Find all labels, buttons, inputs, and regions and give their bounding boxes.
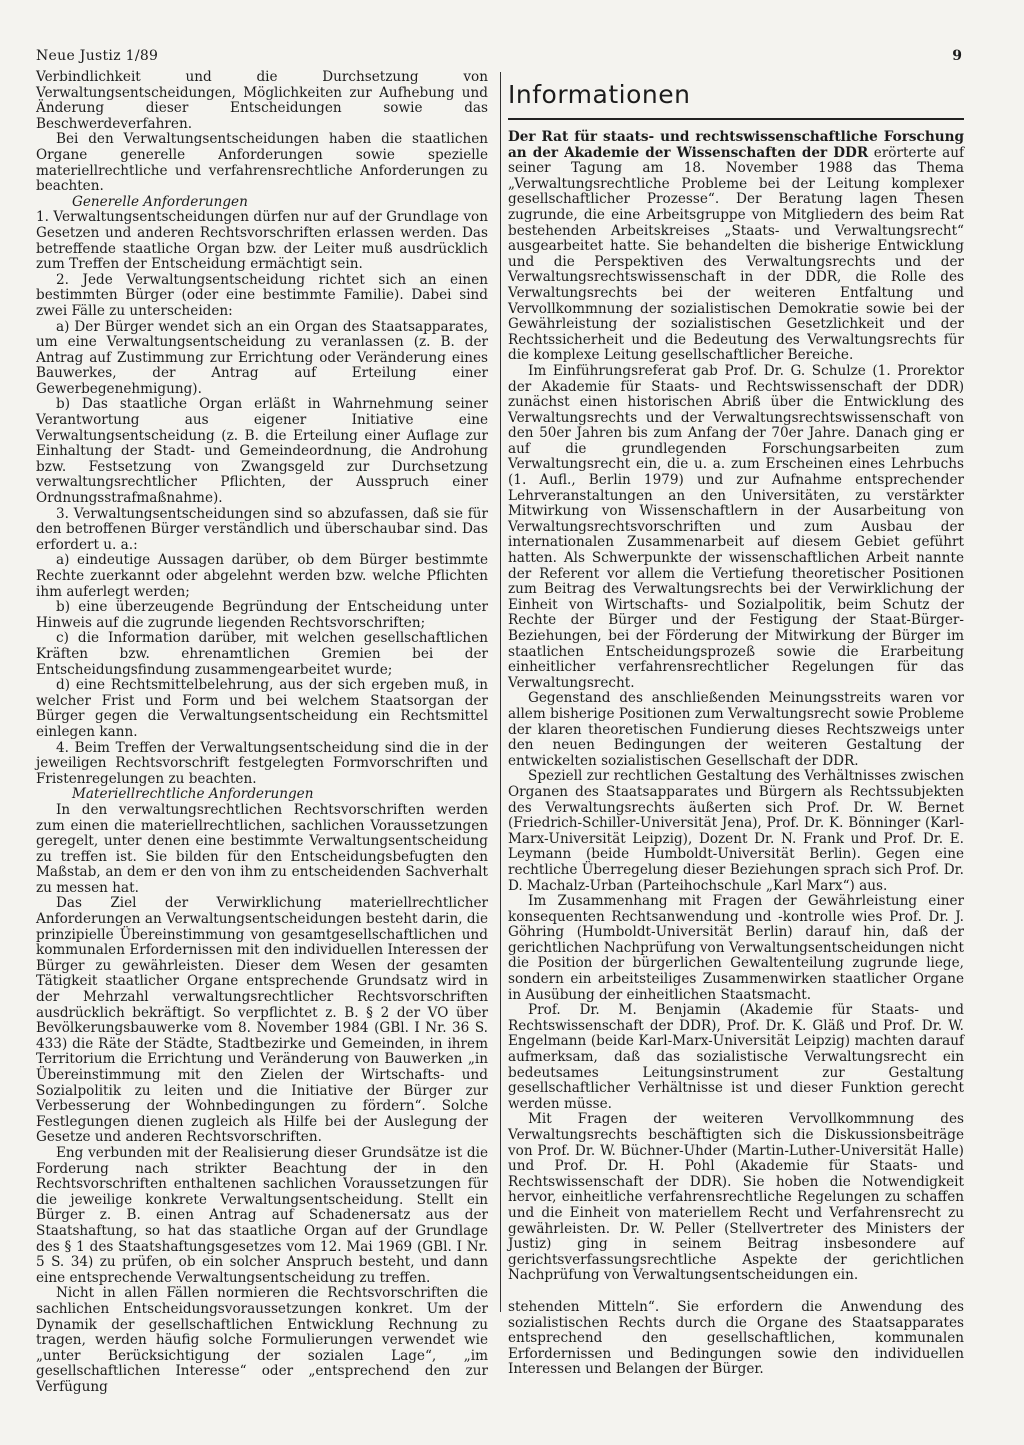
paragraph: Eng verbunden mit der Realisierung dieser Grundsätze ist die Forderung nach strikter Beachtung der in den Rechtsvorschriften enthaltenen sachlichen Voraussetzungen für die jeweilige konkrete Verwaltungsentscheidung. Stellt ein Bürger z. B. einen Antrag auf Schadenersatz aus der Staatshaftung, so hat das staatliche Organ auf der Grundlage des § 1 des Staatshaftungsgesetzes vom 12. Mai 1969 (GBl. I Nr. 5 S. 34) zu prüfen, ob ein solcher Anspruch besteht, und dann eine entsprechende Verwaltungsentscheidung zu treffen. xyxy=(36,1144,488,1286)
subheading-material-requirements: Materiellrechtliche Anforderungen xyxy=(72,786,314,803)
paragraph: In den verwaltungsrechtlichen Rechtsvorschriften werden zum einen die materiellrechtlichen, sachlichen Voraussetzungen geregelt, unter denen eine bestimmte Verwaltungsentscheidung zu treffen ist. Sie bilden für den Entscheidungsbefugten den Maßstab, an dem er den von ihm zu entscheidenden Sachverhalt zu messen hat. xyxy=(36,801,488,896)
paragraph: Gegenstand des anschließenden Meinungsstreits waren vor allem bisherige Positionen zum Verwaltungsrecht sowie Probleme der klaren theoretischen Fundierung dieses Rechtszweigs unter den neuen Bedingungen der weiteren Gestaltung der entwickelten sozialistischen Gesellschaft der DDR. xyxy=(508,690,964,769)
paragraph: c) die Information darüber, mit welchen gesellschaftlichen Kräften bzw. ehrenamtlichen Gremien bei der Entscheidungsfindung zusammengearbeitet wurde; xyxy=(36,630,488,678)
paragraph: b) Das staatliche Organ erläßt in Wahrnehmung seiner Verantwortung aus eigener Initiative eine Verwaltungsentscheidung (z. B. die Erteilung einer Auflage zur Einhaltung der Stadt- und Gemeindeordnung, die Androhung bzw. Festsetzung von Zwangsgeld zur Durchsetzung verwaltungsrechtlicher Pflichten, der Ausspruch einer Ordnungsstrafmaßnahme). xyxy=(36,396,488,507)
lead-paragraph xyxy=(508,130,964,364)
paragraph: Das Ziel der Verwirklichung materiellrechtlicher Anforderungen an Verwaltungsentscheidungen besteht darin, die prinzipielle Übereinstimmung von gesamtgesellschaftlichen und kommunalen Erfordernissen mit den individuellen Interessen der Bürger zu gewährleisten. Dieser dem Wesen der gesamten Tätigkeit staatlicher Organe entsprechende Grundsatz wird in der Mehrzahl verwaltungsrechtlicher Rechtsvorschriften ausdrücklich bekräftigt. So verpflichtet z. B. § 2 der VO über Bevölkerungsbauwerke vom 8. November 1984 (GBl. I Nr. 36 S. 433) die Räte der Städte, Stadtbezirke und Gemeinden, in ihrem Territorium die Errichtung und Veränderung von Bauwerken „in Übereinstimmung mit den Zielen der Wirtschafts- und Sozialpolitik zu leiten und die Initiative der Bürger zur Verbesserung der Wohnbedingungen zu fördern“. Solche Festlegungen dienen zugleich als Hilfe bei der Auslegung der Gesetze und anderen Rechtsvorschriften. xyxy=(36,895,488,1146)
paragraph: Speziell zur rechtlichen Gestaltung des Verhältnisses zwischen Organen des Staatsapparates und Bürgern als Rechtssubjekten des Verwaltungsrechts äußerten sich Prof. Dr. W. Bernet (Friedrich-Schiller-Universität Jena), Prof. Dr. K. Bönninger (Karl-Marx-Universität Leipzig), Dozent Dr. N. Frank und Prof. Dr. E. Leymann (beide Humboldt-Universität Berlin). Gegen eine rechtliche Überregelung dieser Beziehungen sprach sich Prof. Dr. D. Machalz-Urban (Parteihochschule „Karl Marx“) aus. xyxy=(508,768,964,894)
continuation-paragraph: stehenden Mitteln“. Sie erfordern die Anwendung des sozialistischen Rechts durch die Organe des Staatsapparates entsprechend den gesellschaftlichen, kommunalen Erfordernissen und Bedingungen sowie den individuellen Interessen und Belangen der Bürger. xyxy=(508,1299,964,1378)
paragraph: a) eindeutige Aussagen darüber, ob dem Bürger bestimmte Rechte zuerkannt oder abgelehnt werden bzw. welche Pflichten ihm auferlegt werden; xyxy=(36,552,488,600)
lead-bold: Der Rat für staats- und rechtswissenschaftliche Forschung an der Akademie der Wissenschaften der DDR xyxy=(508,129,964,161)
paragraph: 3. Verwaltungsentscheidungen sind so abzufassen, daß sie für den betroffenen Bürger verständlich und überschaubar sind. Das erfordert u. a.: xyxy=(36,505,488,553)
paragraph: 4. Beim Treffen der Verwaltungsentscheidung sind die in der jeweiligen Rechtsvorschrift festgelegten Formvorschriften und Fristenregelungen zu beachten. xyxy=(36,739,488,787)
page-number: 9 xyxy=(952,48,962,64)
paragraph: Mit Fragen der weiteren Vervollkommnung des Verwaltungsrechts beschäftigten sich die Diskussionsbeiträge von Prof. Dr. W. Büchner-Uhder (Martin-Luther-Universität Halle) und Prof. Dr. H. Pohl (Akademie für Staats- und Rechtswissenschaft der DDR). Sie hoben die Notwendigkeit hervor, einheitliche verfahrensrechtliche Regelungen zu schaffen und die Einheit von materiellem Recht und Verfahrensrecht zu gewährleisten. Dr. W. Peller (Stellvertreter des Ministers der Justiz) ging in seinem Beitrag insbesondere auf gerichtsverfassungsrechtliche Aspekte der gerichtlichen Nachprüfung von Verwaltungsentscheidungen ein. xyxy=(508,1111,964,1284)
paragraph: b) eine überzeugende Begründung der Entscheidung unter Hinweis auf die zugrunde liegenden Rechtsvorschriften; xyxy=(36,599,488,631)
running-header: Neue Justiz 1/89 xyxy=(36,48,159,64)
right-column xyxy=(508,80,964,1284)
section-title: Informationen xyxy=(508,80,691,109)
paragraph: 1. Verwaltungsentscheidungen dürfen nur auf der Grundlage von Gesetzen und anderen Rechtsvorschriften erlassen werden. Das betreffende staatliche Organ bzw. der Leiter muß ausdrücklich zum Treffen der Entscheidung ermächtigt sein. xyxy=(36,209,488,273)
paragraph: Bei den Verwaltungsentscheidungen haben die staatlichen Organe generelle Anforderungen sowie spezielle materiellrechtliche und verfahrensrechtliche Anforderungen zu beachten. xyxy=(36,131,488,195)
paragraph: Im Zusammenhang mit Fragen der Gewährleistung einer konsequenten Rechtsanwendung und -kontrolle wies Prof. Dr. J. Göhring (Humboldt-Universität Berlin) darauf hin, daß der gerichtlichen Nachprüfung von Verwaltungsentscheidungen nicht die Position der bürgerlichen Gewaltenteilung zugrunde liege, sondern ein arbeitsteiliges Zusammenwirken staatlicher Organe in Ausübung der einheitlichen Staatsmacht. xyxy=(508,893,964,1003)
paragraph: a) Der Bürger wendet sich an ein Organ des Staatsapparates, um eine Verwaltungsentscheidung zu veranlassen (z. B. der Antrag auf Zustimmung zur Errichtung oder Veränderung eines Bauwerkes, der Antrag auf Erteilung einer Gewerbegenehmigung). xyxy=(36,318,488,397)
paragraph: Verbindlichkeit und die Durchsetzung von Verwaltungsentscheidungen, Möglichkeiten zur Aufhebung und Änderung dieser Entscheidungen sowie das Beschwerdeverfahren. xyxy=(36,69,488,132)
column-divider xyxy=(500,72,501,1312)
paragraph: Nicht in allen Fällen normieren die Rechtsvorschriften die sachlichen Entscheidungsvoraussetzungen konkret. Um der Dynamik der gesellschaftlichen Entwicklung Rechnung zu tragen, werden häufig solche Formulierungen verwendet wie „unter Berücksichtigung der sozialen Lage“, „im gesellschaftlichen Interesse“ oder „entsprechend den zur Verfügung xyxy=(36,1285,488,1395)
left-column xyxy=(36,70,488,1395)
continuation-block xyxy=(508,1300,964,1378)
paragraph: d) eine Rechtsmittelbelehrung, aus der sich ergeben muß, in welcher Frist und Form und bei welchem Staatsorgan der Bürger gegen die Verwaltungsentscheidung ein Rechtsmittel einlegen kann. xyxy=(36,677,488,740)
paragraph: Prof. Dr. M. Benjamin (Akademie für Staats- und Rechtswissenschaft der DDR), Prof. Dr. K. Gläß und Prof. Dr. W. Engelmann (beide Karl-Marx-Universität Leipzig) machten darauf aufmerksam, daß das sozialistische Verwaltungsrecht ein bedeutsames Leitungsinstrument zur Gestaltung gesellschaftlicher Verhältnisse ist und dieser Funktion gerecht werden müsse. xyxy=(508,1002,964,1112)
paragraph: Im Einführungsreferat gab Prof. Dr. G. Schulze (1. Prorektor der Akademie für Staats- und Rechtswissenschaft der DDR) zunächst einen historischen Abriß über die Entwicklung des Verwaltungsrechts und der Verwaltungsrechtswissenschaft von den 50er Jahren bis zum Anfang der 70er Jahre. Danach ging er auf die grundlegenden Forschungsarbeiten zum Verwaltungsrecht ein, die u. a. zum Erscheinen eines Lehrbuchs (1. Aufl., Berlin 1979) und zur Aufnahme entsprechender Lehrveranstaltungen an den Universitäten, zu verstärkter Mitwirkung von Wissenschaftlern in der Ausarbeitung von Verwaltungsrechtsvorschriften und zum Ausbau der internationalen Zusammenarbeit auf diesem Gebiet geführt hatten. Als Schwerpunkte der wissenschaftlichen Arbeit nannte der Referent vor allem die Vertiefung theoretischer Positionen zum Beitrag des Verwaltungsrechts bei der Verwirklichung der Einheit von Wirtschafts- und Sozialpolitik, beim Schutz der Rechte der Bürger und der Festigung der Staat-Bürger-Beziehungen, bei der Förderung der Mitwirkung der Bürger im staatlichen Entscheidungsprozeß sowie die Erarbeitung einheitlicher verfahrensrechtlicher Regelungen für das Verwaltungsrecht. xyxy=(508,362,964,691)
lead-rest: erörterte auf seiner Tagung am 18. November 1988 das Thema „Verwaltungsrechtliche Probleme bei der Leitung komplexer gesellschaftlicher Prozesse“. Der Beratung lagen Thesen zugrunde, die eine Arbeitsgruppe von Mitgliedern des beim Rat bestehenden Arbeitskreises „Staats- und Verwaltungsrecht“ ausgearbeitet hatte. Sie behandelten die bisherige Entwicklung und die Perspektiven des Verwaltungsrechts und der Verwaltungsrechtswissenschaft in der DDR, die Rolle des Verwaltungsrechts bei der weiteren Entfaltung und Vervollkommnung der sozialistischen Demokratie sowie bei der Gewährleistung der sozialistischen Gesetzlichkeit und der Rechtssicherheit und die Bedeutung des Verwaltungsrechts für die komplexe Leitung gesellschaftlicher Bereiche. xyxy=(508,144,964,364)
subheading-general-requirements: Generelle Anforderungen xyxy=(72,193,248,210)
paragraph: 2. Jede Verwaltungsentscheidung richtet sich an einen bestimmten Bürger (oder eine bestimmte Familie). Dabei sind zwei Fälle zu unterscheiden: xyxy=(36,271,488,319)
section-rule xyxy=(508,118,964,120)
